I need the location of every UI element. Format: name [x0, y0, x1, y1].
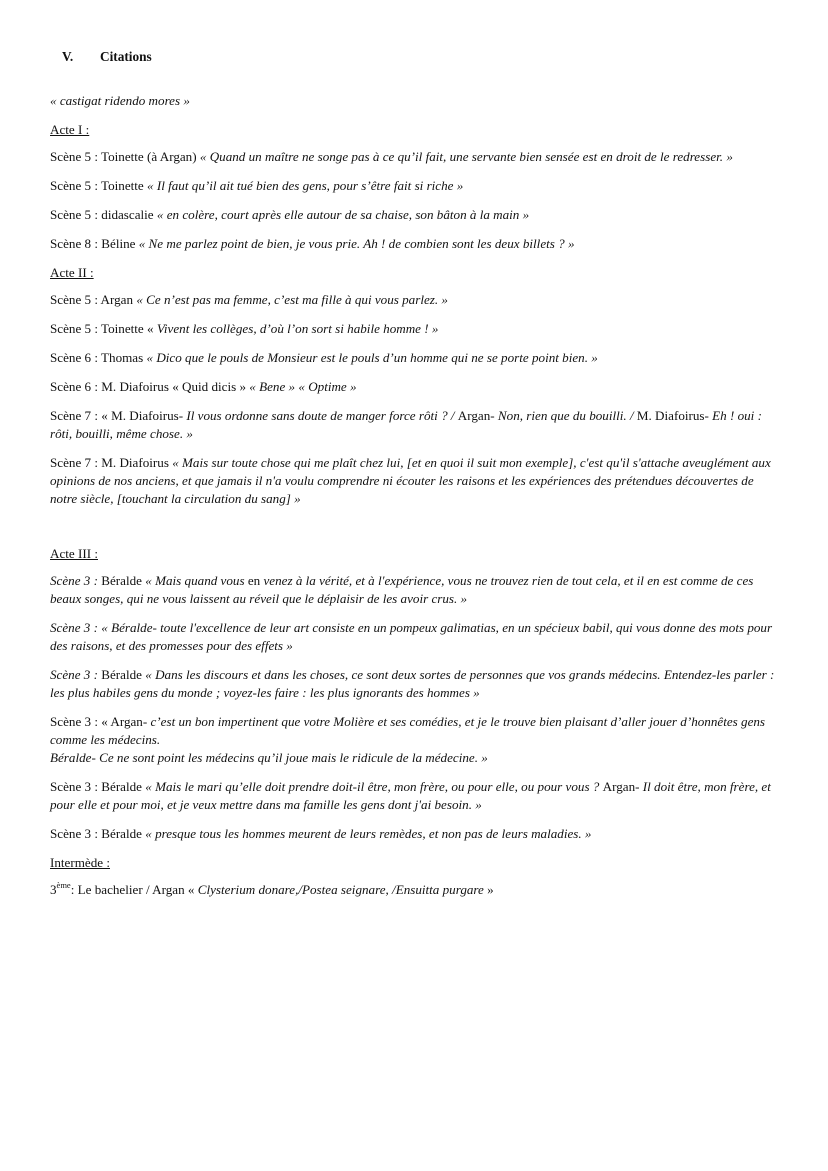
quote-9	[50, 407, 782, 443]
speaker: Argan-	[602, 779, 643, 794]
quote-text: Vivent les collèges, d’où l’on sort si habile homme ! »	[156, 321, 439, 336]
quote-text: Non, rien que du bouilli. /	[497, 408, 637, 423]
quote-5	[50, 291, 782, 309]
motto	[50, 92, 782, 110]
motto-text: « castigat ridendo mores »	[50, 93, 190, 108]
speaker: Béralde	[101, 667, 146, 682]
quote-ref: Scène 3 :	[50, 620, 102, 635]
document-page	[50, 48, 782, 910]
quote-text: Eh ! oui : rôti, bouilli, même chose. »	[50, 408, 762, 441]
quote-ref: Scène 5 : Toinette (à Argan)	[50, 149, 200, 164]
quote-text: « presque tous les hommes meurent de leurs remèdes, et non pas de leurs maladies. »	[145, 826, 592, 841]
quote-ref: Scène 6 : Thomas	[50, 350, 147, 365]
section-number: V.	[62, 49, 74, 64]
intermede-heading: Intermède :	[50, 855, 110, 870]
quote-close: »	[723, 149, 733, 164]
quote-ref: Scène 3 :	[50, 667, 102, 682]
quote-ref: Scène 5 : Argan	[50, 292, 137, 307]
quote-4	[50, 235, 782, 253]
quote-1	[50, 148, 782, 166]
quote-text: « Ne me parlez point de bien, je vous prie. Ah ! de combien sont les deux billets ? »	[138, 236, 575, 251]
quote-15	[50, 778, 782, 814]
quote-ref: : Le bachelier / Argan «	[70, 882, 198, 897]
quote-text: Béralde- Ce ne sont point les médecins qu’il joue mais le ridicule de la médecine. »	[50, 750, 488, 765]
act-2-heading: Acte II :	[50, 265, 94, 280]
quote-ref: Scène 7 : « M. Diafoirus-	[50, 408, 187, 423]
quote-ref: Scène 3 : Béralde	[50, 826, 146, 841]
quote-11	[50, 572, 782, 608]
quote-close: »	[483, 882, 494, 897]
quote-8	[50, 378, 782, 396]
quote-ref: Scène 3 : Béralde	[50, 779, 146, 794]
quote-text: c’est un bon impertinent que votre Molière et ses comédies, et je le trouve bien plaisant d’aller jouer d’honnêtes gens comme les médecins.	[50, 714, 766, 747]
quote-text: « Mais quand vous	[145, 573, 248, 588]
speaker: Béralde	[101, 573, 146, 588]
quote-text: « en colère, court après elle autour de sa chaise, son bâton à la main »	[156, 207, 530, 222]
section-title: Citations	[100, 49, 152, 64]
quote-text: « Béralde- toute l'excellence de leur art consiste en un pompeux galimatias, en un spécieux babil, qui vous donne des mots pour des raisons, et des promesses pour des effets »	[50, 620, 773, 653]
ordinal-superscript: ème	[56, 880, 71, 890]
quote-open: «	[147, 321, 157, 336]
quote-text: « Il faut qu’il ait tué bien des gens, pour s’être fait si riche »	[147, 178, 464, 193]
quote-text: « Ce n’est pas ma femme, c’est ma fille à qui vous parlez. »	[136, 292, 448, 307]
quote-ref: Scène 6 : M. Diafoirus	[50, 379, 173, 394]
quote-13	[50, 666, 782, 702]
quote-text: en	[247, 573, 261, 588]
quote-ref: Scène 5 : Toinette	[50, 178, 148, 193]
quote-ref: Scène 3 :	[50, 573, 102, 588]
quote-2	[50, 177, 782, 195]
quote-10	[50, 454, 782, 508]
quote-text: Il vous ordonne sans doute de manger force rôti ? /	[186, 408, 458, 423]
quote-text: « Bene » « Optime »	[249, 379, 357, 394]
quote-ref: Scène 8 : Béline	[50, 236, 139, 251]
quote-ref: Scène 7 : M. Diafoirus	[50, 455, 173, 470]
quote-3	[50, 206, 782, 224]
act-1-heading: Acte I :	[50, 122, 90, 137]
quote-17	[50, 881, 782, 899]
quote-text: « Dans les discours et dans les choses, ce sont deux sortes de personnes que vos grands médecins. Entendez-les parler : les plus habiles gens du monde ; voyez-les faire : les plus ignorants des hommes »	[50, 667, 775, 700]
quote-text: « Mais sur toute chose qui me plaît chez lui, [et en quoi il suit mon exemple], c'est qu'il s'attache aveuglément aux opinions de nos anciens, et que jamais il n'a voulu comprendre ni écouter les raisons et les expériences des prétendues découvertes de notre siècle, [touchant la circulation du sang] »	[50, 455, 771, 506]
quote-open: «	[199, 149, 210, 164]
speaker: Argan-	[457, 408, 498, 423]
quote-text: « Dico que le pouls de Monsieur est le pouls d’un homme qui ne se porte point bien. »	[146, 350, 598, 365]
quote-text: « Mais le mari qu’elle doit prendre doit-il être, mon frère, ou pour elle, ou pour vous ?	[145, 779, 603, 794]
quote-ref: Scène 5 : didascalie	[50, 207, 157, 222]
quote-7	[50, 349, 782, 367]
speaker: M. Diafoirus-	[636, 408, 713, 423]
quote-16	[50, 825, 782, 843]
section-heading	[62, 48, 782, 66]
spacer	[50, 519, 782, 545]
quote-6	[50, 320, 782, 338]
act-3-heading: Acte III :	[50, 546, 98, 561]
quote-ref: Scène 5 : Toinette	[50, 321, 148, 336]
quote-text: Quand un maître ne songe pas à ce qu’il fait, une servante bien sensée est en droit de le redresser.	[209, 149, 724, 164]
quote-text: Il doit être, mon frère, et pour elle et pour moi, et je veux mettre dans ma famille les gens dont j'ai besoin. »	[50, 779, 771, 812]
quote-12	[50, 619, 782, 655]
quote-open: « Quid dicis »	[172, 379, 250, 394]
quote-ref: Scène 3 : « Argan-	[50, 714, 151, 729]
quote-num: 3	[50, 882, 57, 897]
quote-text: Clysterium donare,/Postea seignare, /Ensuitta purgare	[197, 882, 484, 897]
quote-text: venez à la vérité, et à l'expérience, vous ne trouvez rien de tout cela, et il en est comme de ces beaux songes, qui ne vous laissent au réveil que le déplaisir de les avoir crus. »	[50, 573, 754, 606]
quote-14	[50, 713, 782, 767]
